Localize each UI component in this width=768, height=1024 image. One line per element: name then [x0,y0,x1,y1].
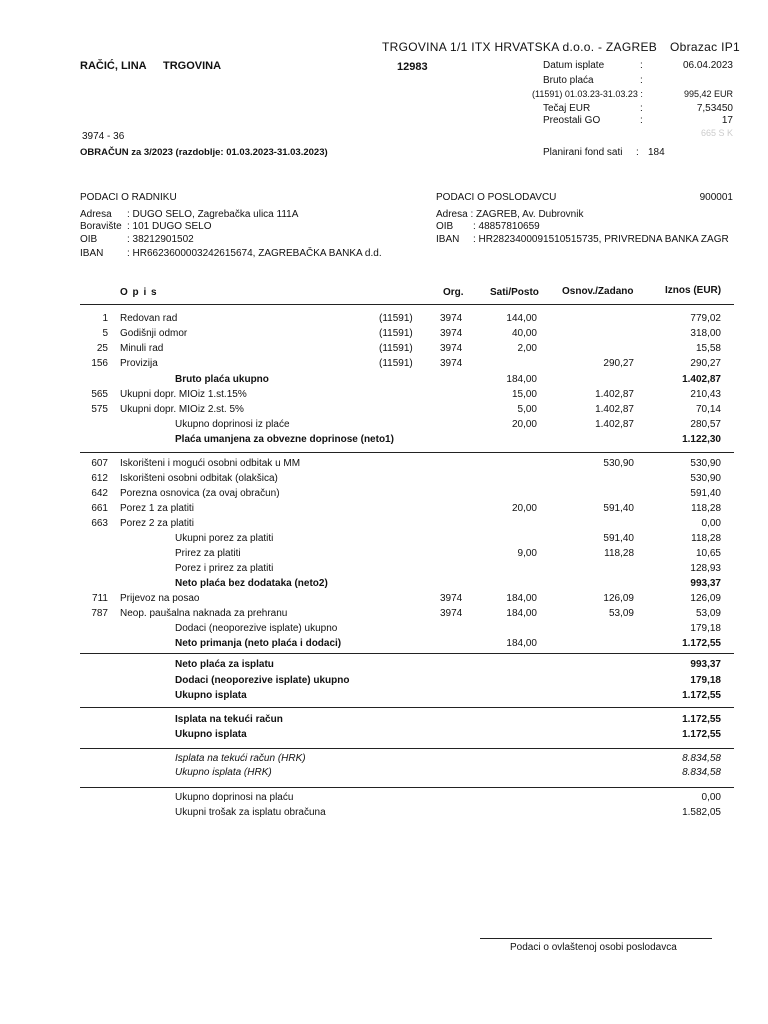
row-iznos: 290,27 [690,358,721,369]
payout-summary-line-label: Ukupno isplata [175,729,247,740]
row-sati: 20,00 [511,503,537,514]
hrk-summary-line [0,753,768,767]
table-row [0,638,768,652]
bruto-period: (11591) 01.03.23-31.03.23 : [532,89,643,99]
row-code: 642 [91,488,108,499]
row-iznos: 53,09 [695,608,721,619]
row-sati: 40,00 [511,328,537,339]
row-description: Porez 2 za platiti [120,518,194,529]
table-row [0,313,768,327]
poslodavac-title: PODACI O POSLODAVCU [436,192,557,203]
employee-dept: TRGOVINA [163,60,222,72]
row-description: Iskorišteni osobni odbitak (olakšica) [120,473,278,484]
row-osnovica: 530,90 [603,458,634,469]
signature-label: Podaci o ovlaštenoj osobi poslodavca [510,942,677,953]
row-description: Plaća umanjena za obvezne doprinose (neto1) [175,434,394,445]
row-org: 3974 [440,608,463,619]
cost-summary-line-label: Ukupno doprinosi na plaću [175,792,294,803]
row-description: Porezna osnovica (za ovaj obračun) [120,488,280,499]
period-title: OBRAČUN za 3/2023 (razdoblje: 01.03.2023-31.03.2023) [80,147,328,158]
row-description: Ukupno doprinosi iz plaće [175,419,290,430]
company-name: TRGOVINA 1/1 ITX HRVATSKA d.o.o. - ZAGREB [382,40,658,54]
row-code: 711 [92,593,108,604]
row-reference: (11591) [379,313,413,324]
cost-summary-line-amount: 1.582,05 [682,807,721,818]
row-org: 3974 [440,328,463,339]
table-row [0,578,768,592]
radnik-title: PODACI O RADNIKU [80,192,177,203]
row-description: Minuli rad [120,343,164,354]
table-row [0,593,768,607]
row-code: 661 [91,503,108,514]
employee-name: RAČIĆ, LINA [80,60,147,72]
row-org: 3974 [440,358,463,369]
section-rule-3 [80,707,734,708]
row-iznos: 0,00 [701,518,721,529]
fond-colon: : [636,147,639,158]
row-description: Porez i prirez za platiti [175,563,274,574]
table-row [0,358,768,372]
hrk-summary-line-amount: 8.834,58 [682,767,721,778]
net-summary-line [0,659,768,673]
row-iznos: 10,65 [695,548,721,559]
row-code: 575 [91,404,108,415]
table-row [0,533,768,547]
radnik-iban-label: IBAN [80,248,104,259]
employee-number: 12983 [397,61,428,73]
net-summary-line-amount: 1.172,55 [682,690,721,701]
fond-label: Planirani fond sati [543,147,623,158]
poslodavac-oib-label: OIB [436,221,454,232]
row-sati: 144,00 [506,313,537,324]
row-iznos: 118,28 [691,503,721,514]
table-row [0,374,768,388]
row-reference: (11591) [379,358,413,369]
row-description: Ukupni dopr. MIOiz 1.st.15% [120,389,247,400]
preostali-label: Preostali GO [543,115,601,126]
row-description: Redovan rad [120,313,178,324]
bruto-label: Bruto plaća [543,75,594,86]
row-sati: 184,00 [506,608,537,619]
table-row [0,488,768,502]
payout-summary-line-amount: 1.172,55 [682,714,721,725]
row-code: 612 [91,473,108,484]
row-sati: 5,00 [517,404,537,415]
row-iznos: 779,02 [690,313,721,324]
row-iznos: 530,90 [690,473,721,484]
row-org: 3974 [440,343,463,354]
row-description: Dodaci (neoporezive isplate) ukupno [175,623,338,634]
radnik-oib-value: : 38212901502 [127,234,194,245]
row-iznos: 179,18 [690,623,721,634]
row-iznos: 210,43 [690,389,721,400]
row-osnovica: 290,27 [603,358,634,369]
poslodavac-oib-value: : 48857810659 [473,221,540,232]
cost-summary-line [0,807,768,821]
radnik-adresa-label: Adresa [80,209,112,220]
cost-summary-line [0,792,768,806]
col-osnov: Osnov./Zadano [562,286,634,297]
ref-code: 3974 - 36 [82,131,125,142]
row-iznos: 280,57 [690,419,721,430]
col-iznos: Iznos (EUR) [665,285,722,296]
section-rule-4 [80,748,734,749]
poslodavac-code: 900001 [699,192,733,203]
preostali-value: 17 [721,115,733,126]
row-iznos: 118,28 [691,533,721,544]
row-description: Porez 1 za platiti [120,503,194,514]
net-summary-line-label: Ukupno isplata [175,690,247,701]
row-code: 25 [96,343,108,354]
row-description: Neto plaća bez dodataka (neto2) [175,578,328,589]
row-sati: 184,00 [506,593,537,604]
row-description: Ukupni porez za platiti [175,533,274,544]
col-org: Org. [443,287,464,298]
row-code: 565 [91,389,108,400]
bruto-value: 995,42 EUR [683,89,733,99]
table-row [0,548,768,562]
col-sati: Sati/Posto [490,287,539,298]
row-sati: 9,00 [517,548,537,559]
radnik-iban-value: : HR6623600003242615674, ZAGREBAČKA BANKA d.d. [127,248,382,259]
section-rule-1 [80,452,734,453]
row-description: Iskorišteni i mogući osobni odbitak u MM [120,458,301,469]
row-osnovica: 1.402,87 [595,419,634,430]
row-iznos: 15,58 [695,343,721,354]
table-row [0,328,768,342]
row-description: Godišnji odmor [120,328,188,339]
row-osnovica: 1.402,87 [595,389,634,400]
table-row [0,389,768,403]
datum-label: Datum isplate [543,60,605,71]
row-sati: 2,00 [517,343,537,354]
row-osnovica: 118,28 [604,548,634,559]
row-osnovica: 126,09 [603,593,634,604]
net-summary-line-label: Dodaci (neoporezive isplate) ukupno [175,675,350,686]
row-osnovica: 53,09 [608,608,634,619]
table-row [0,419,768,433]
poslodavac-adresa: Adresa : ZAGREB, Av. Dubrovnik [436,209,584,220]
section-rule-2 [80,653,734,654]
table-row [0,518,768,532]
row-iznos: 1.172,55 [682,638,721,649]
row-code: 156 [91,358,108,369]
row-iznos: 993,37 [690,578,721,589]
datum-colon: : [640,60,643,71]
row-code: 663 [91,518,108,529]
radnik-boraviste-label: Boravište [80,221,122,232]
row-iznos: 1.402,87 [682,374,721,385]
row-iznos: 318,00 [690,328,721,339]
form-type: Obrazac IP1 [670,40,740,54]
fond-value: 184 [648,147,665,158]
net-summary-line [0,675,768,689]
row-iznos: 128,93 [690,563,721,574]
net-summary-line-amount: 993,37 [690,659,721,670]
payout-summary-line-label: Isplata na tekući račun [175,714,283,725]
row-description: Prirez za platiti [175,548,241,559]
net-summary-line-label: Neto plaća za isplatu [175,659,274,670]
hrk-summary-line-label: Ukupno isplata (HRK) [175,767,272,778]
table-row [0,473,768,487]
row-sati: 20,00 [511,419,537,430]
net-summary-line-amount: 179,18 [690,675,721,686]
radnik-boraviste-value: : 101 DUGO SELO [127,221,212,232]
row-iznos: 70,14 [695,404,721,415]
section-rule-5 [80,787,734,788]
net-summary-line [0,690,768,704]
bruto-colon: : [640,75,643,86]
tecaj-colon: : [640,103,643,114]
table-row [0,434,768,448]
row-description: Neto primanja (neto plaća i dodaci) [175,638,342,649]
row-osnovica: 591,40 [603,503,634,514]
row-iznos: 591,40 [690,488,721,499]
table-row [0,623,768,637]
table-row [0,343,768,357]
row-reference: (11591) [379,328,413,339]
faint-code: 665 S K [700,128,733,138]
table-row [0,458,768,472]
cost-summary-line-amount: 0,00 [701,792,721,803]
signature-line [480,938,712,939]
table-row [0,503,768,517]
col-opis: O p i s [120,287,158,298]
table-row [0,608,768,622]
row-osnovica: 1.402,87 [595,404,634,415]
row-code: 5 [102,328,108,339]
poslodavac-iban-value: : HR2823400091510515735, PRIVREDNA BANKA ZAGR [473,234,729,245]
row-description: Prijevoz na posao [120,593,200,604]
tecaj-value: 7,53450 [696,103,733,114]
row-org: 3974 [440,593,463,604]
row-description: Neop. paušalna naknada za prehranu [120,608,288,619]
datum-value: 06.04.2023 [682,60,733,71]
row-osnovica: 591,40 [603,533,634,544]
row-iznos: 126,09 [690,593,721,604]
poslodavac-iban-label: IBAN [436,234,460,245]
row-code: 787 [91,608,108,619]
row-sati: 184,00 [506,374,537,385]
row-code: 607 [91,458,108,469]
row-iznos: 1.122,30 [682,434,721,445]
row-reference: (11591) [379,343,413,354]
hrk-summary-line-label: Isplata na tekući račun (HRK) [175,753,306,764]
header-rule [80,304,734,305]
payout-summary-line-amount: 1.172,55 [682,729,721,740]
row-description: Ukupni dopr. MIOiz 2.st. 5% [120,404,244,415]
row-sati: 15,00 [511,389,537,400]
payout-summary-line [0,729,768,743]
table-row [0,563,768,577]
row-description: Bruto plaća ukupno [175,374,269,385]
hrk-summary-line [0,767,768,781]
hrk-summary-line-amount: 8.834,58 [682,753,721,764]
cost-summary-line-label: Ukupni trošak za isplatu obračuna [175,807,326,818]
row-iznos: 530,90 [690,458,721,469]
payout-summary-line [0,714,768,728]
row-description: Provizija [120,358,158,369]
table-row [0,404,768,418]
row-org: 3974 [440,313,463,324]
row-code: 1 [102,313,108,324]
row-sati: 184,00 [506,638,537,649]
radnik-oib-label: OIB [80,234,98,245]
preostali-colon: : [640,115,643,126]
tecaj-label: Tečaj EUR [543,103,591,114]
radnik-adresa-value: : DUGO SELO, Zagrebačka ulica 111A [127,209,299,220]
